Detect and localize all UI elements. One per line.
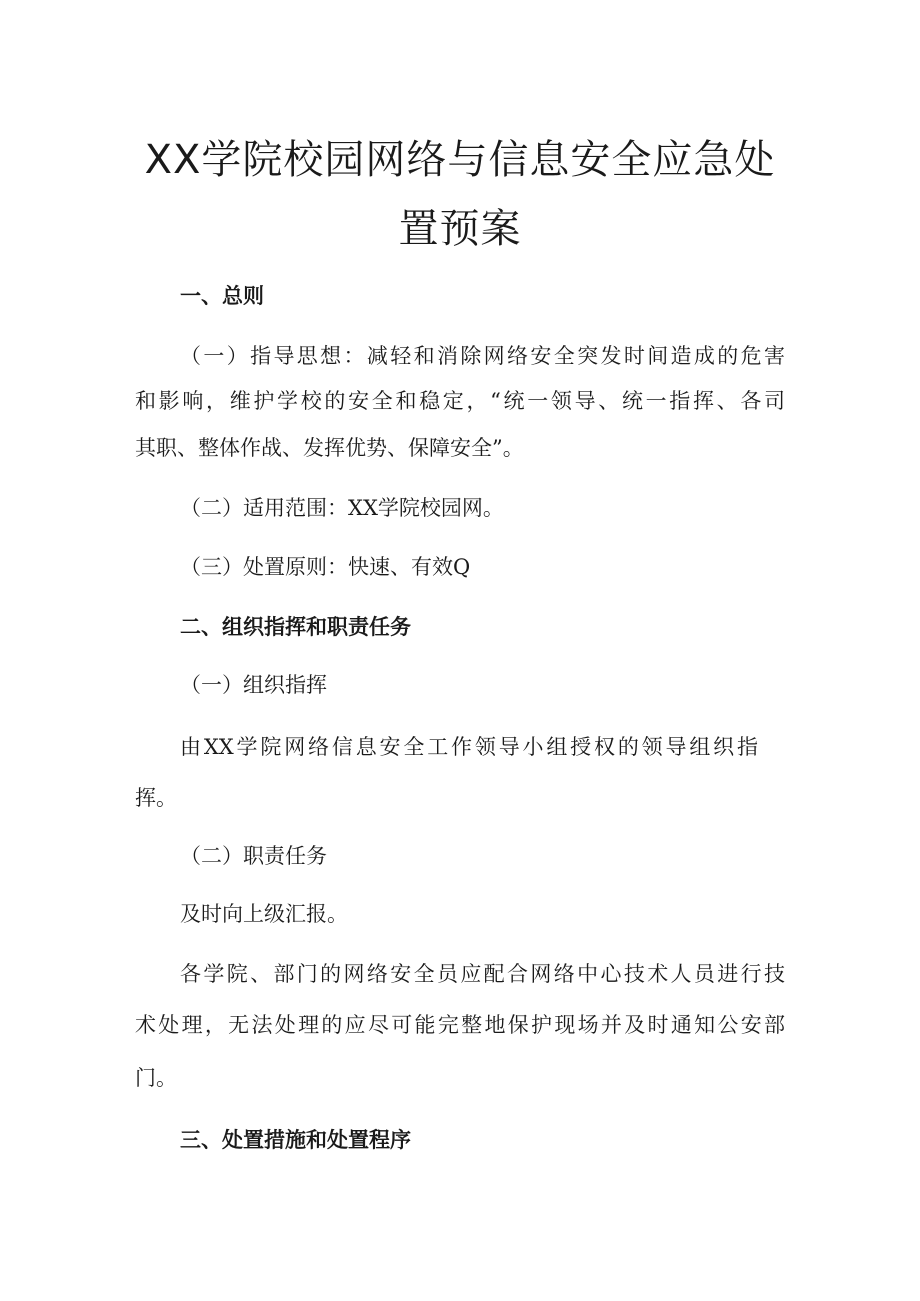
section2-para3-line2: 术处理，无法处理的应尽可能完整地保护现场并及时通知公安部 (135, 1013, 785, 1037)
section2-heading: 二、组织指挥和职责任务 (180, 615, 411, 639)
document-title-line1: XX学院校园网络与信息安全应急处 (144, 137, 776, 183)
section2-para1-line1: 由XX学院网络信息安全工作领导小组授权的领导组织指 (180, 735, 758, 759)
section2-para3-line3: 门。 (135, 1066, 177, 1090)
section1-item1-line2: 和影响，维护学校的安全和稳定，“统一领导、统一指挥、各司 (135, 389, 785, 413)
section1-item1-line3: 其职、整体作战、发挥优势、保障安全”。 (135, 436, 524, 460)
section2-para1-line2: 挥。 (135, 786, 177, 810)
document-title-line2: 置预案 (398, 206, 522, 252)
section1-item1-line1: （一）指导思想：减轻和消除网络安全突发时间造成的危害 (180, 344, 785, 368)
section3-heading: 三、处置措施和处置程序 (180, 1128, 411, 1152)
section2-sub1: （一）组织指挥 (180, 673, 327, 697)
section1-item3: （三）处置原则：快速、有效Q (180, 555, 471, 579)
section2-para2: 及时向上级汇报。 (180, 902, 348, 926)
section2-sub2: （二）职责任务 (180, 844, 327, 868)
section2-para3-line1: 各学院、部门的网络安全员应配合网络中心技术人员进行技 (180, 962, 785, 986)
section1-heading: 一、总则 (180, 284, 264, 308)
section1-item2: （二）适用范围：XX学院校园网。 (180, 496, 504, 520)
